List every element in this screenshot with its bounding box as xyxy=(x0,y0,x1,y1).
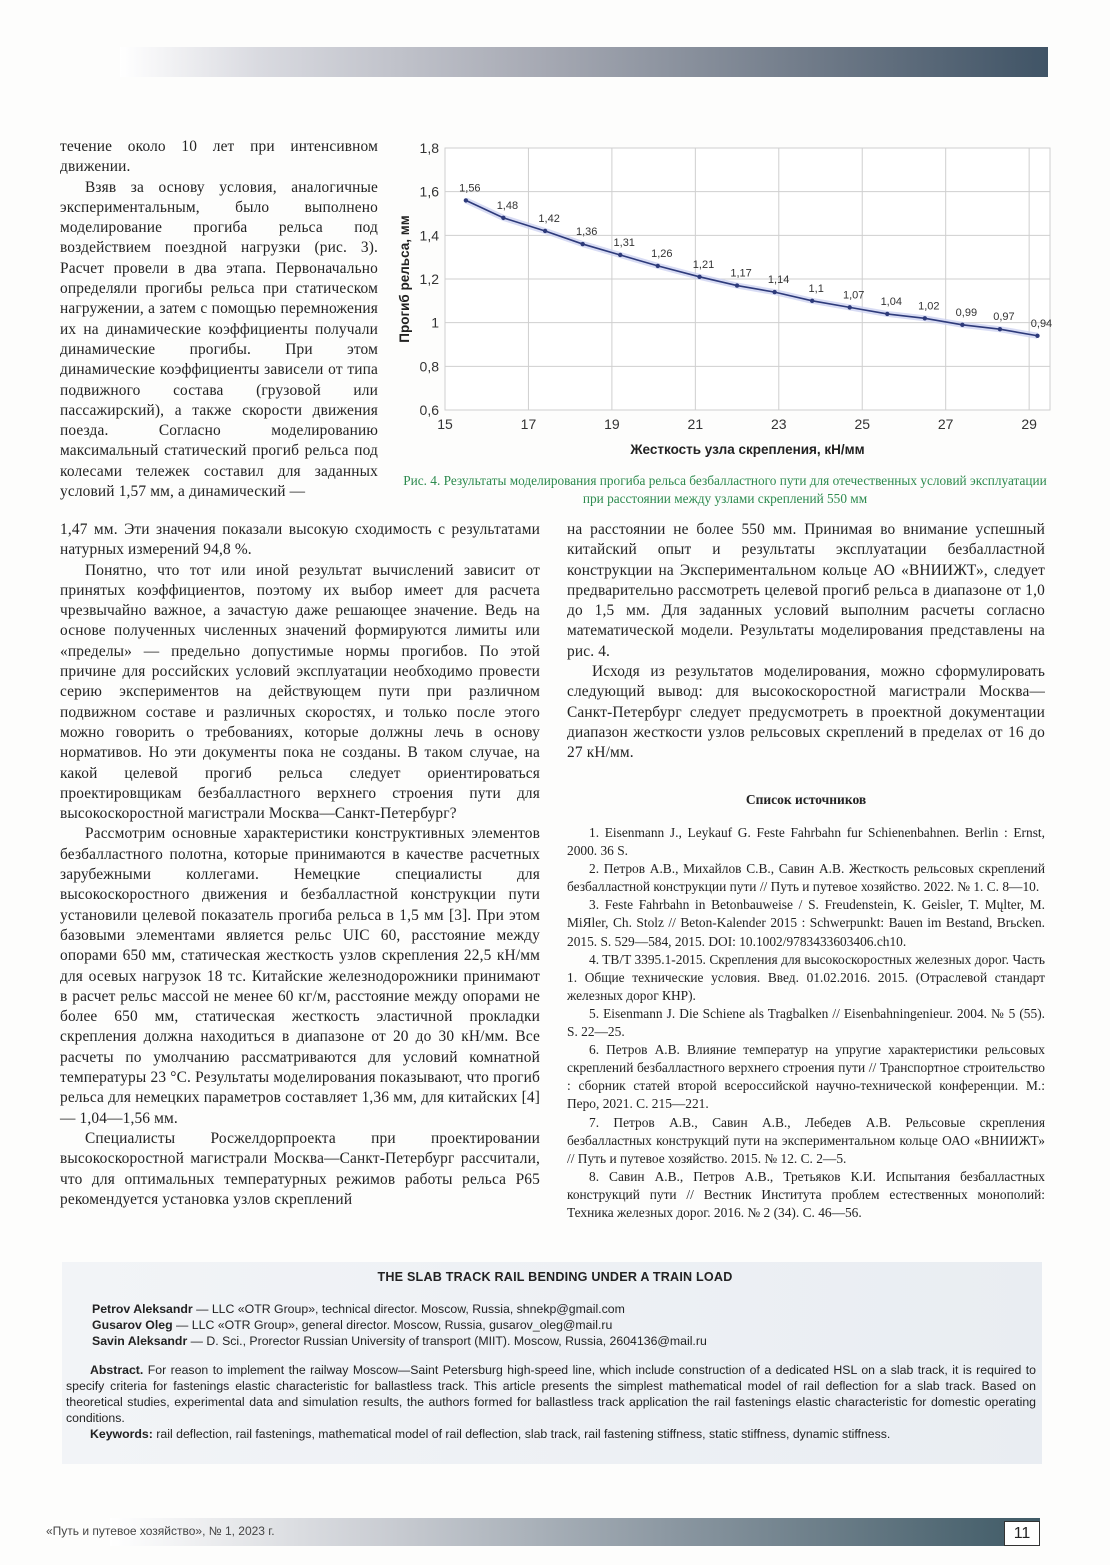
author-line xyxy=(92,1301,1042,1317)
y-axis-label: Прогиб рельса, мм xyxy=(397,215,412,343)
reference-item: 7. Петров А.В., Савин А.В., Лебедев А.В. Рельсовые скрепления безбалластных конструкций пути на экспериментальном кольце ОАО «ВНИИЖТ» // Путь и путевое хозяйство. 2015. № 12. С. 2—5. xyxy=(567,1114,1045,1166)
references-list xyxy=(567,824,1045,1222)
data-label: 1,21 xyxy=(692,258,715,271)
data-label: 1,56 xyxy=(459,182,481,195)
author-name: Gusarov Oleg xyxy=(92,1318,173,1332)
y-tick-label: 1,6 xyxy=(419,183,439,200)
english-title: THE SLAB TRACK RAIL BENDING UNDER A TRAIN LOAD xyxy=(377,1270,733,1284)
y-tick-label: 1,4 xyxy=(419,227,439,244)
data-point xyxy=(735,283,739,287)
data-point xyxy=(656,264,660,268)
data-label: 1,02 xyxy=(918,300,940,313)
data-label: 1,31 xyxy=(613,236,635,249)
abstract xyxy=(66,1362,1036,1442)
x-tick-label: 19 xyxy=(604,416,620,432)
x-tick-label: 29 xyxy=(1021,416,1037,432)
data-point xyxy=(772,290,776,294)
x-tick-label: 15 xyxy=(437,416,453,432)
x-tick-label: 21 xyxy=(687,416,704,432)
data-point xyxy=(618,253,622,257)
y-tick-label: 1 xyxy=(431,314,439,331)
text-column-right xyxy=(567,520,1045,764)
data-label: 1,1 xyxy=(808,282,824,295)
paragraph: 1,47 мм. Эти значения показали высокую сходимость с результатами натурных измерений 94,8 %. xyxy=(60,521,540,559)
data-point xyxy=(697,275,701,279)
data-label: 1,42 xyxy=(538,212,560,225)
data-point xyxy=(580,242,584,246)
reference-item: 8. Савин А.В., Петров А.В., Третьяков К.И. Испытания безбалластных конструкций пути // Вестник Института проблем естественных монополий: Техника железных дорог. 2016. № 2 (34). С. 46—56. xyxy=(567,1168,1045,1220)
paragraph: Исходя из результатов моделирования, можно сформулировать следующий вывод: для высокоскоростной магистрали Москва—Санкт-Петербург следует предусмотреть в проектной документации диапазон жесткости узлов рельсовых скреплений в пределах от 16 до 27 кН/мм. xyxy=(567,663,1045,762)
reference-item: 6. Петров А.В. Влияние температур на упругие характеристики рельсовых скреплений безбалластного верхнего строения пути // Транспортное строительство : сборник статей второй всероссийской научно-технической конференции. М.: Перо, 2021. С. 215—221. xyxy=(567,1042,1045,1112)
data-label: 1,17 xyxy=(730,267,752,280)
data-label: 1,14 xyxy=(767,274,790,287)
abstract-paragraph xyxy=(66,1362,1036,1426)
journal-citation: «Путь и путевое хозяйство», № 1, 2023 г. xyxy=(46,1524,275,1538)
data-point xyxy=(501,216,505,220)
data-point xyxy=(885,312,889,316)
keywords-label: Keywords: xyxy=(90,1427,153,1441)
author-line xyxy=(92,1317,1042,1333)
data-label: 1,48 xyxy=(496,199,519,212)
author-info: — LLC «OTR Group», general director. Moscow, Russia, gusarov_oleg@mail.ru xyxy=(172,1318,613,1332)
paragraph: Взяв за основу условия, аналогичные экспериментальным, было выполнено моделирование прогиба рельса под воздействием поездной нагрузки (рис. 3). Расчет провели в два этапа. Первоначально определяли прогибы рельса при статическом нагружении, а затем с помощью перемножения их на динамические коэффициенты получали динамические прогибы. При этом динамические коэффициенты зависели от типа подвижного состава (грузовой или пассажирский), а также скорости движения поезда. Согласно моделированию максимальный статический прогиб рельса под колесами тележек составил для заданных условий 1,57 мм, а динамический — xyxy=(60,178,378,501)
text-column-left xyxy=(60,520,540,1210)
data-point xyxy=(810,299,814,303)
x-tick-label: 25 xyxy=(854,416,871,432)
paragraph: Специалисты Росжелдорпроекта при проектировании высокоскоростной магистрали Москва—Санкт-Петербург рассчитали, что для оптимальных температурных режимов работы рельса Р65 рекомендуется установка узлов скреплений xyxy=(60,1129,540,1208)
keywords-paragraph xyxy=(66,1426,1036,1442)
data-label: 0,97 xyxy=(993,311,1015,324)
author-info: — D. Sci., Prorector Russian University of transport (MIIT). Moscow, Russia, 2604136@mail.ru xyxy=(187,1334,707,1348)
reference-item: 4. TB/T 3395.1-2015. Скрепления для высокоскоростных железных дорог. Часть 1. Общие технические условия. Введ. 01.02.2016. 2015. (Отраслевой стандарт железных дорог КНР). xyxy=(567,951,1045,1003)
data-point xyxy=(998,327,1002,331)
data-label: 0,99 xyxy=(955,306,978,319)
x-axis-label: Жесткость узла скрепления, кН/мм xyxy=(630,442,865,457)
text-column-left-top xyxy=(60,137,378,502)
keywords-text: rail deflection, rail fastenings, mathematical model of rail deflection, slab track, rail fastening stiffness, static stiffness, dynamic stiffness. xyxy=(152,1427,891,1441)
paragraph: Понятно, что тот или иной результат вычислений зависит от принятых коэффициентов, поэтому их выбор имеет для расчета чрезвычайно важное, а зачастую даже решающее значение. Ведь на основе полученных численных значений формируются лимиты или «пределы» — предельно допустимые нормы прогибов. По этой причине для российских условий эксплуатации необходимо провести серию экспериментов на действующем пути при различном подвижном составе и различных скоростях, и только после этого можно говорить о требованиях, которые должны лечь в основу нормативов. Но эти документы пока не созданы. В таком случае, на какой целевой прогиб рельса следует ориентироваться проектировщикам безбалластного верхнего строения пути для высокоскоростной магистрали Москва—Санкт-Петербург? xyxy=(60,561,540,823)
author-name: Savin Aleksandr xyxy=(92,1334,188,1348)
x-tick-label: 27 xyxy=(937,416,954,432)
author-info: — LLC «OTR Group», technical director. Moscow, Russia, shnekp@gmail.com xyxy=(192,1302,625,1316)
header-decorative-band xyxy=(120,47,1048,77)
data-point xyxy=(848,305,852,309)
data-point xyxy=(464,198,468,202)
data-label: 1,04 xyxy=(880,295,902,308)
data-point xyxy=(543,229,547,233)
abstract-label: Abstract. xyxy=(90,1363,144,1377)
deflection-chart xyxy=(390,135,1060,465)
y-tick-label: 0,6 xyxy=(419,402,439,418)
reference-item: 2. Петров А.В., Михайлов С.В., Савин А.В. Жесткость рельсовых скреплений безбалластной конструкции пути // Путь и путевое хозяйство. 2022. № 1. С. 8—10. xyxy=(567,861,1045,895)
y-tick-label: 1,2 xyxy=(419,271,439,287)
paragraph: течение около 10 лет при интенсивном движении. xyxy=(60,138,378,176)
paragraph: Рассмотрим основные характеристики конструктивных элементов безбалластного полотна, которые принимаются в качестве расчетных зарубежными коллегами. Немецкие специалисты для высокоскоростного движения и безбалластной конструкции пути установили целевой показатель прогиба рельса в 1,5 мм [3]. При этом базовыми элементами является рельс UIC 60, расстояние между опорами 650 мм, статическая жесткость узлов скрепления 22,5 кН/мм для осевых нагрузок 18 тс. Китайские железнодорожники принимают в расчет рельс массой не менее 60 кг/м, расстояние между опорами не более 650 мм, статическая жесткость эластичной прокладки скрепления должна находиться в диапазоне от 20 до 30 кН/мм. Все расчеты по умолчанию рассматриваются для условий комнатной температуры 23 °С. Результаты моделирования показывают, что прогиб рельса для немецких параметров составляет 1,36 мм, для китайских [4] — 1,04—1,56 мм. xyxy=(60,825,540,1127)
references-heading: Список источников xyxy=(745,792,867,807)
paragraph: на расстоянии не более 550 мм. Принимая во внимание успешный китайский опыт и результаты эксплуатации безбалластной конструкции на Экспериментальном кольце АО «ВНИИЖТ», следует предварительно рассмотреть целевой прогиб рельса в диапазоне от 1,0 до 1,5 мм. Для заданных условий выполним расчеты согласно математической модели. Результаты моделирования представлены на рис. 4. xyxy=(567,521,1045,660)
author-name: Petrov Aleksandr xyxy=(92,1302,193,1316)
y-tick-label: 1,8 xyxy=(419,140,439,156)
data-label: 1,26 xyxy=(651,247,673,260)
data-point xyxy=(923,316,927,320)
figure-caption: Рис. 4. Результаты моделирования прогиба рельса безбалластного пути для отечественных условий эксплуатации при расстоянии между узлами скреплений 550 мм xyxy=(403,473,1047,506)
data-point xyxy=(960,323,964,327)
data-label: 1,07 xyxy=(843,289,865,302)
author-line xyxy=(92,1333,1042,1349)
x-tick-label: 17 xyxy=(520,416,537,432)
data-label: 0,94 xyxy=(1030,317,1053,330)
x-tick-label: 23 xyxy=(771,416,787,432)
data-label: 1,36 xyxy=(575,226,598,239)
reference-item: 3. Feste Fahrbahn in Betonbauweise / S. Freudenstein, K. Geisler, T. Mųlter, M. MiЯler, Ch. Stolz // Beton-Kalender 2015 : Schwerpunkt: Bauen im Bestand, Brьcken. 2015. S. 529—584, 2015. DOI: 10.1002/9783433603406.ch10. xyxy=(567,897,1045,949)
reference-item: 5. Eisenmann J. Die Schiene als Tragbalken // Eisenbahningenieur. 2004. № 5 (55). S. 22—25. xyxy=(567,1005,1045,1040)
abstract-text: For reason to implement the railway Moscow—Saint Petersburg high-speed line, which include construction of a dedicated HSL on a slab track, it is required to specify criteria for fastenings elastic characteristic for ballastless track. This article presents the simplest mathematical model of rail deflection for a slab track. Based on theoretical studies, experimental data and simulation results, the authors formed for ballastless track application the rail fastenings elastic characteristic for domestic operating conditions. xyxy=(66,1363,1036,1425)
reference-item: 1. Eisenmann J., Leykauf G. Feste Fahrbahn fur Schienenbahnen. Berlin : Ernst, 2000. 36 S. xyxy=(567,825,1045,859)
page-number: 11 xyxy=(1004,1521,1040,1546)
y-tick-label: 0,8 xyxy=(419,358,439,375)
data-point xyxy=(1035,334,1039,338)
authors-list xyxy=(92,1301,1042,1349)
